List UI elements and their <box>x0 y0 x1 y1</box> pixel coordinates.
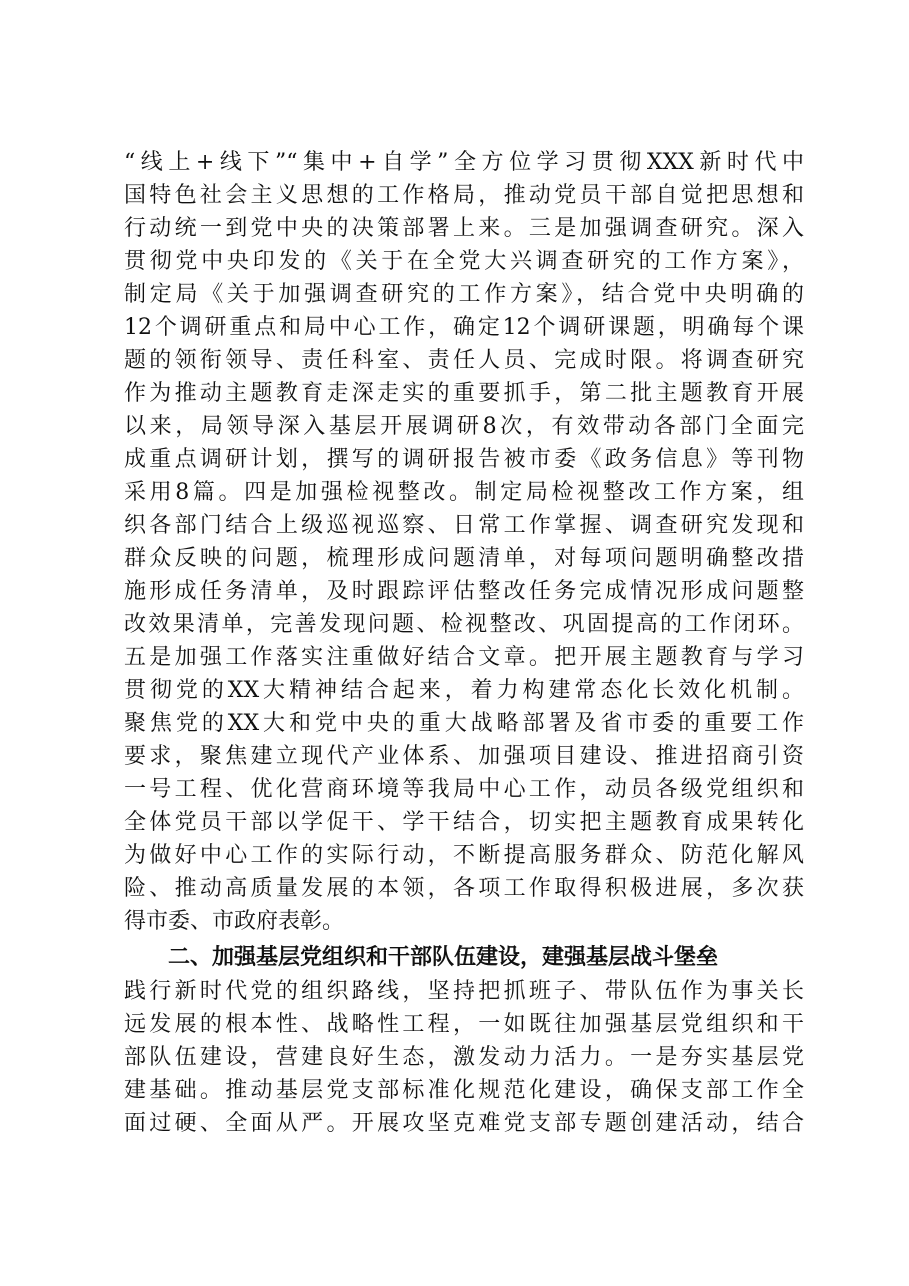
text-line: 面过硬、全面从严。开展攻坚克难党支部专题创建活动，结合 <box>124 1111 804 1136</box>
text-line: 作为推动主题教育走深走实的重要抓手，第二批主题教育开展 <box>124 381 804 406</box>
text-line: 织各部门结合上级巡视巡察、日常工作掌握、调查研究发现和 <box>124 513 804 538</box>
text-line: 采用8篇。四是加强检视整改。制定局检视整改工作方案，组 <box>124 480 804 505</box>
text-line: 聚焦党的XX大和党中央的重大战略部署及省市委的重要工作 <box>124 711 804 736</box>
text-line: 部队伍建设，营建良好生态，激发动力活力。一是夯实基层党 <box>124 1045 804 1070</box>
text-line: 成重点调研计划，撰写的调研报告被市委《政务信息》等刊物 <box>124 447 804 472</box>
text-line: 五是加强工作落实注重做好结合文章。把开展主题教育与学习 <box>124 645 804 670</box>
text-line: 要求，聚焦建立现代产业体系、加强项目建设、推进招商引资 <box>124 744 804 769</box>
paragraph-1 <box>124 146 804 938</box>
text-line: 行动统一到党中央的决策部署上来。三是加强调查研究。深入 <box>124 216 804 241</box>
text-line: 一号工程、优化营商环境等我局中心工作，动员各级党组织和 <box>124 777 804 802</box>
text-line: 国特色社会主义思想的工作格局，推动党员干部自觉把思想和 <box>124 183 804 208</box>
paragraph-2 <box>124 975 804 1140</box>
section-heading: 二、加强基层党组织和干部队伍建设，建强基层战斗堡垒 <box>168 945 719 970</box>
text-line: 践行新时代党的组织路线，坚持把抓班子、带队伍作为事关长 <box>124 979 804 1004</box>
text-line: 制定局《关于加强调查研究的工作方案》，结合党中央明确的 <box>124 282 804 307</box>
text-line: 12个调研重点和局中心工作，确定12个调研课题，明确每个课 <box>124 315 804 340</box>
text-line: 贯彻党中央印发的《关于在全党大兴调查研究的工作方案》， <box>124 249 804 274</box>
text-line: 险、推动高质量发展的本领，各项工作取得积极进展，多次获 <box>124 876 804 901</box>
text-line: 为做好中心工作的实际行动，不断提高服务群众、防范化解风 <box>124 843 804 868</box>
text-line: 远发展的根本性、战略性工程，一如既往加强基层党组织和干 <box>124 1012 804 1037</box>
text-line: 贯彻党的XX大精神结合起来，着力构建常态化长效化机制。 <box>124 678 804 703</box>
text-line: 全体党员干部以学促干、学干结合，切实把主题教育成果转化 <box>124 810 804 835</box>
text-line: “线上+线下”“集中+自学”全方位学习贯彻XXX新时代中 <box>124 150 804 175</box>
text-line: 建基础。推动基层党支部标准化规范化建设，确保支部工作全 <box>124 1078 804 1103</box>
text-line: 题的领衔领导、责任科室、责任人员、完成时限。将调查研究 <box>124 348 804 373</box>
text-line: 施形成任务清单，及时跟踪评估整改任务完成情况形成问题整 <box>124 579 804 604</box>
text-line: 改效果清单，完善发现问题、检视整改、巩固提高的工作闭环。 <box>124 612 804 637</box>
text-line: 得市委、市政府表彰。 <box>124 909 345 934</box>
document-body <box>124 146 804 1140</box>
text-line: 以来，局领导深入基层开展调研8次，有效带动各部门全面完 <box>124 414 804 439</box>
text-line: 群众反映的问题，梳理形成问题清单，对每项问题明确整改措 <box>124 546 804 571</box>
